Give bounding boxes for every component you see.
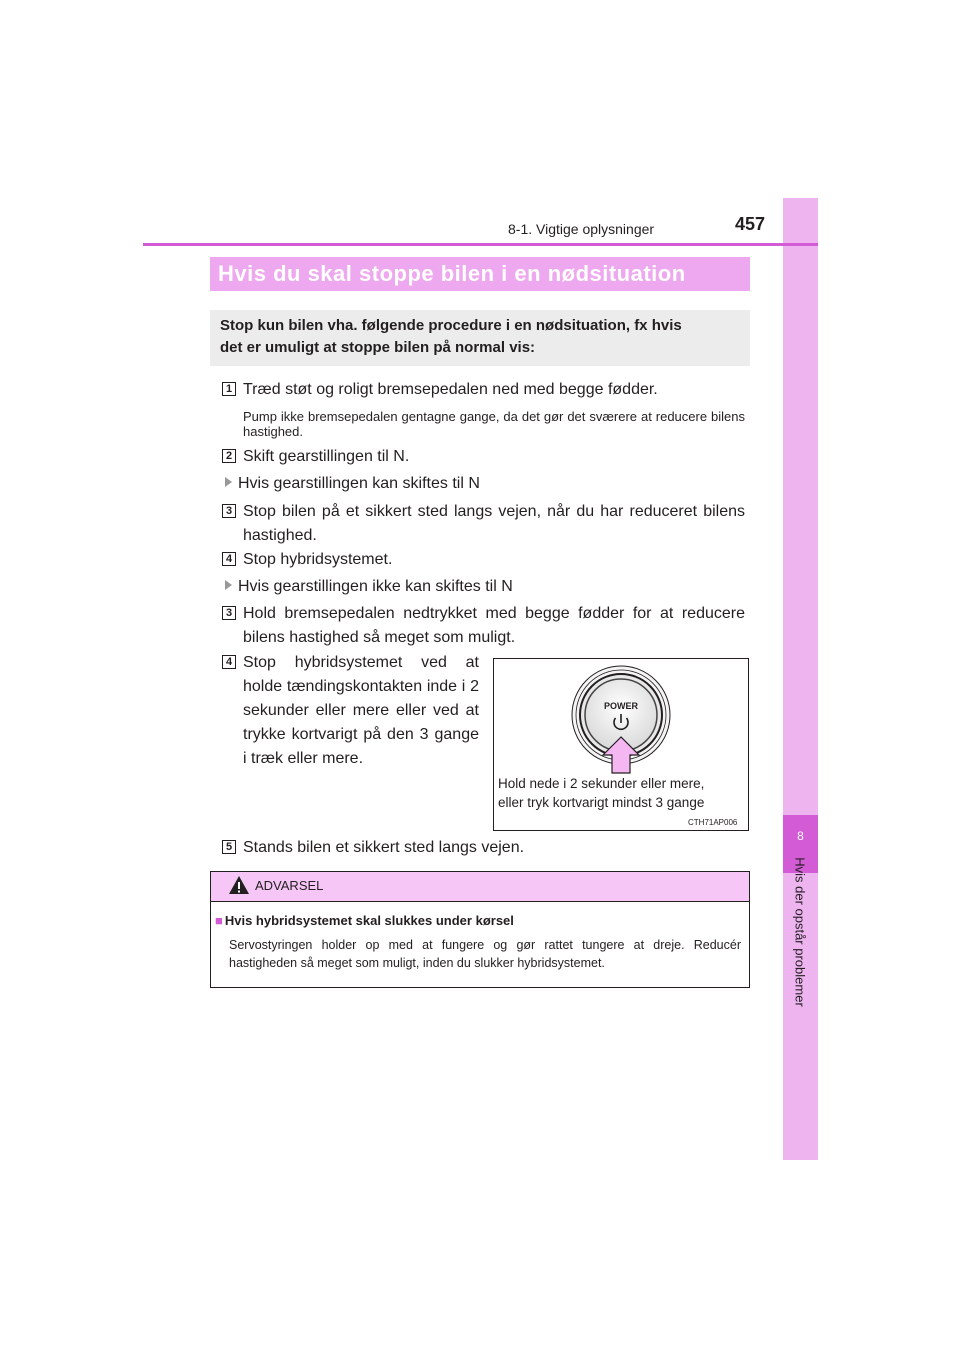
- chapter-tab: [783, 198, 818, 1160]
- case-b-heading: [225, 575, 513, 599]
- step-3b-text: Hold bremsepedalen nedtrykket med begge fødder for at reducere bilens hastighed så meget som muligt.: [243, 605, 745, 646]
- step-number-2: 2: [222, 449, 236, 463]
- intro-box: [210, 310, 750, 366]
- triangle-bullet-icon: [225, 477, 232, 487]
- chapter-number: 8: [797, 829, 804, 843]
- step-5-text: Stands bilen et sikkert sted langs vejen.: [243, 839, 525, 856]
- step-number-1: 1: [222, 382, 236, 396]
- step-number-4b: 4: [222, 655, 236, 669]
- step-number-5: 5: [222, 840, 236, 854]
- step-3a-text: Stop bilen på et sikkert sted langs vejen, når du har reduceret bilens hastighed.: [243, 503, 745, 544]
- case-a-label: Hvis gearstillingen kan skiftes til N: [238, 475, 480, 492]
- page-number: 457: [735, 214, 766, 234]
- intro-line-1: Stop kun bilen vha. følgende procedure i en nødsituation, fx hvis: [220, 317, 682, 334]
- step-2-text: Skift gearstillingen til N.: [243, 448, 410, 465]
- square-bullet-icon: ■: [215, 913, 223, 928]
- triangle-bullet-icon: [225, 580, 232, 590]
- step-4b-text: Stop hybridsystemet ved at holde tændingskontakten inde i 2 sekunder eller mere eller ved at trykke kortvarigt på den 3 gange i træk eller mere.: [243, 654, 479, 767]
- caption-line-2: eller tryk kortvarigt mindst 3 gange: [498, 795, 705, 810]
- chapter-label: Hvis der opstår problemer: [792, 857, 808, 1007]
- warning-subtitle-text: Hvis hybridsystemet skal slukkes under kørsel: [224, 913, 514, 928]
- step-number-4a: 4: [222, 552, 236, 566]
- step-number-3b: 3: [222, 606, 236, 620]
- warning-triangle-icon: [228, 875, 250, 895]
- step-4a-text: Stop hybridsystemet.: [243, 551, 393, 568]
- warning-title: ADVARSEL: [255, 878, 324, 893]
- figure-code: CTH71AP006: [688, 818, 738, 827]
- section-title: Hvis du skal stoppe bilen i en nødsituation: [210, 257, 750, 291]
- intro-line-2: det er umuligt at stoppe bilen på normal vis:: [220, 339, 536, 356]
- header-divider: [143, 243, 818, 246]
- figure-caption: [498, 774, 704, 812]
- case-a-heading: [225, 472, 480, 496]
- warning-text: Servostyringen holder op med at fungere og gør rattet tungere at dreje. Reducér hastigheden så meget som muligt, inden du slukker hybridsystemet.: [229, 938, 741, 970]
- warning-subtitle: [215, 913, 514, 928]
- power-label: POWER: [603, 701, 639, 711]
- step-1-note: Pump ikke bremsepedalen gentagne gange, da det gør det sværere at reducere bilens hastighed.: [243, 409, 745, 439]
- section-reference: 8-1. Vigtige oplysninger: [508, 221, 655, 237]
- step-1-text: Træd støt og roligt bremsepedalen ned med begge fødder.: [243, 381, 658, 398]
- step-number-3a: 3: [222, 504, 236, 518]
- caption-line-1: Hold nede i 2 sekunder eller mere,: [498, 776, 705, 791]
- case-b-label: Hvis gearstillingen ikke kan skiftes til N: [238, 578, 513, 595]
